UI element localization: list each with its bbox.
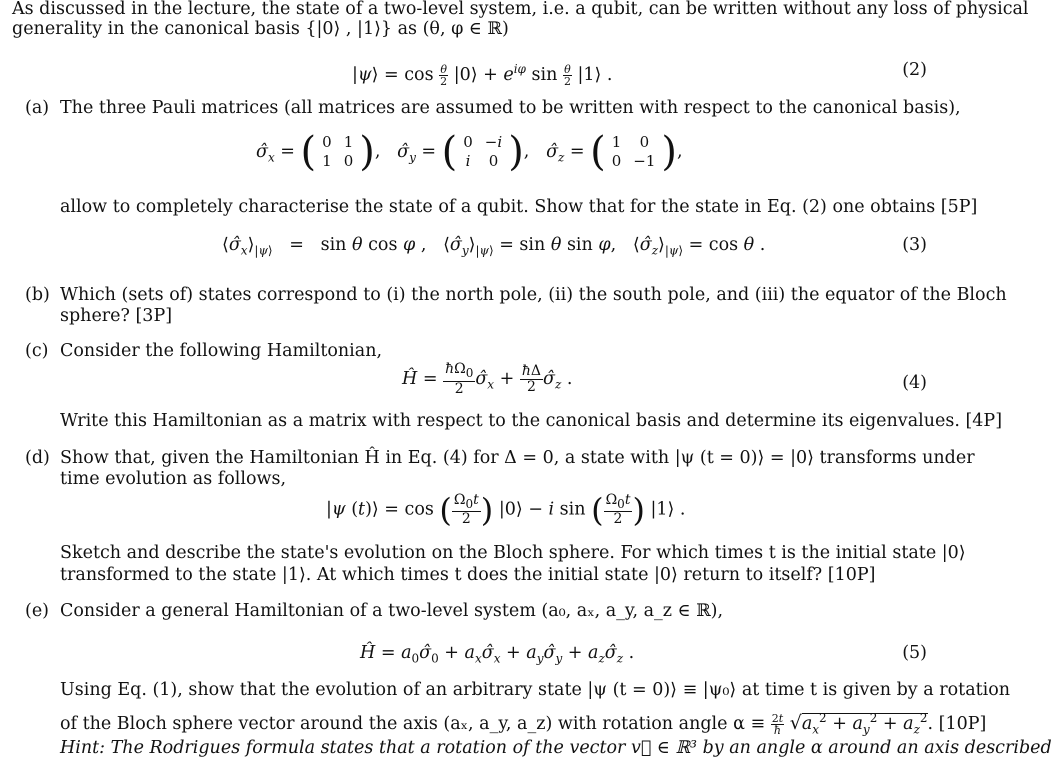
part-d-label: (d) bbox=[25, 448, 50, 468]
hint-text: Hint: The Rodrigues formula states that a rotation of the vector v⃗ ∈ ℝ³ by an angle α around an axis described bbox=[60, 738, 1052, 758]
part-e-line-3: of the Bloch sphere vector around the axis (aₓ, a_y, a_z) with rotation angle α ≡ $\frac{2t}{ħ}$ $√a_x^2 + a_y^2 + a_z^2$. [10P] bbox=[60, 711, 987, 737]
part-b-label: (b) bbox=[25, 285, 50, 305]
equation-3-number: (3) bbox=[902, 235, 927, 255]
part-d-line-1: Show that, given the Hamiltonian Ĥ in Eq. (4) for Δ = 0, a state with |ψ (t = 0)⟩ = |0⟩ transforms under bbox=[60, 448, 975, 468]
part-b-line-2: sphere? [3P] bbox=[60, 306, 173, 326]
part-a-label: (a) bbox=[25, 98, 50, 118]
part-b-line-1: Which (sets of) states correspond to (i) the north pole, (ii) the south pole, and (iii) the equator of the Bloch bbox=[60, 285, 1007, 305]
part-d-line-2: time evolution as follows, bbox=[60, 469, 287, 489]
intro-line-1: As discussed in the lecture, the state of a two-level system, i.e. a qubit, can be written without any loss of physical bbox=[12, 0, 1029, 19]
part-d-line-3: Sketch and describe the state's evolution on the Bloch sphere. For which times t is the initial state |0⟩ bbox=[60, 543, 966, 563]
part-c-line-2: Write this Hamiltonian as a matrix with respect to the canonical basis and determine its eigenvalues. [4P] bbox=[60, 411, 1003, 431]
equation-5: Ĥ = $a_0\sigmâ_0$ + $a_x\sigmâ_x$ + $a_y\sigmâ_y$ + $a_z\sigmâ_z$ . bbox=[360, 643, 635, 666]
part-e-line-1: Consider a general Hamiltonian of a two-level system (a₀, aₓ, a_y, a_z ∈ ℝ), bbox=[60, 601, 724, 621]
equation-4-number: (4) bbox=[902, 373, 927, 393]
part-c-line-1: Consider the following Hamiltonian, bbox=[60, 341, 383, 361]
pauli-matrices: $\sigmâ_x$ = ( 0 1 1 0 ), $\sigmâ_y$ = ( 0 −i i 0 ), $\sigmâ_z$ = ( 1 0 0 −1 ), bbox=[256, 129, 683, 175]
equation-2-number: (2) bbox=[902, 60, 927, 80]
part-e-line-3-start: of the Bloch sphere vector around the axis (aₓ, a_y, a_z) with rotation angle α ≡ bbox=[60, 713, 766, 734]
equation-5-number: (5) bbox=[902, 643, 927, 663]
equation-3: $⟨\sigmâ_x⟩_{|\psi⟩} = \sin \theta$ cos φ , $⟨\sigmâ_y⟩_{|\psi⟩} = \sin \theta$ sin φ, $⟨\sigmâ_z⟩_{|\psi⟩} = \cos \theta$ . bbox=[222, 235, 766, 258]
part-c-label: (c) bbox=[25, 341, 49, 361]
equation-2: |ψ⟩ = cos $\frac{\theta}{2}$ |0⟩ + $e^{i\varphi}$ sin $\frac{\theta}{2}$ |1⟩ . bbox=[352, 62, 613, 88]
part-e-line-2: Using Eq. (1), show that the evolution of an arbitrary state |ψ (t = 0)⟩ ≡ |ψ₀⟩ at time t is given by a rotation bbox=[60, 680, 1011, 700]
time-evolution-equation: |ψ (t)⟩ = cos ( $\frac{\Omega_0t}{2}$ ) |0⟩ − i sin ( $\frac{\Omega_0t}{2}$ ) |1⟩ . bbox=[326, 491, 686, 529]
part-e-line-3-end: . [10P] bbox=[927, 713, 987, 734]
intro-line-2: generality in the canonical basis {|0⟩ , |1⟩} as (θ, φ ∈ ℝ) bbox=[12, 19, 509, 39]
part-a-line-1: The three Pauli matrices (all matrices are assumed to be written with respect to the canonical basis), bbox=[60, 98, 961, 118]
part-e-label: (e) bbox=[25, 601, 50, 621]
part-d-line-4: transformed to the state |1⟩. At which times t does the initial state |0⟩ return to itself? [10P] bbox=[60, 565, 876, 585]
equation-4: Ĥ = $\frac{ħ\Omega_0}{2}$ $\sigmâ_x$ + $\frac{ħ\Delta}{2}$ $\sigmâ_z$ . bbox=[402, 361, 573, 397]
part-a-line-2: allow to completely characterise the state of a qubit. Show that for the state in Eq. (2) one obtains [5P] bbox=[60, 197, 978, 217]
